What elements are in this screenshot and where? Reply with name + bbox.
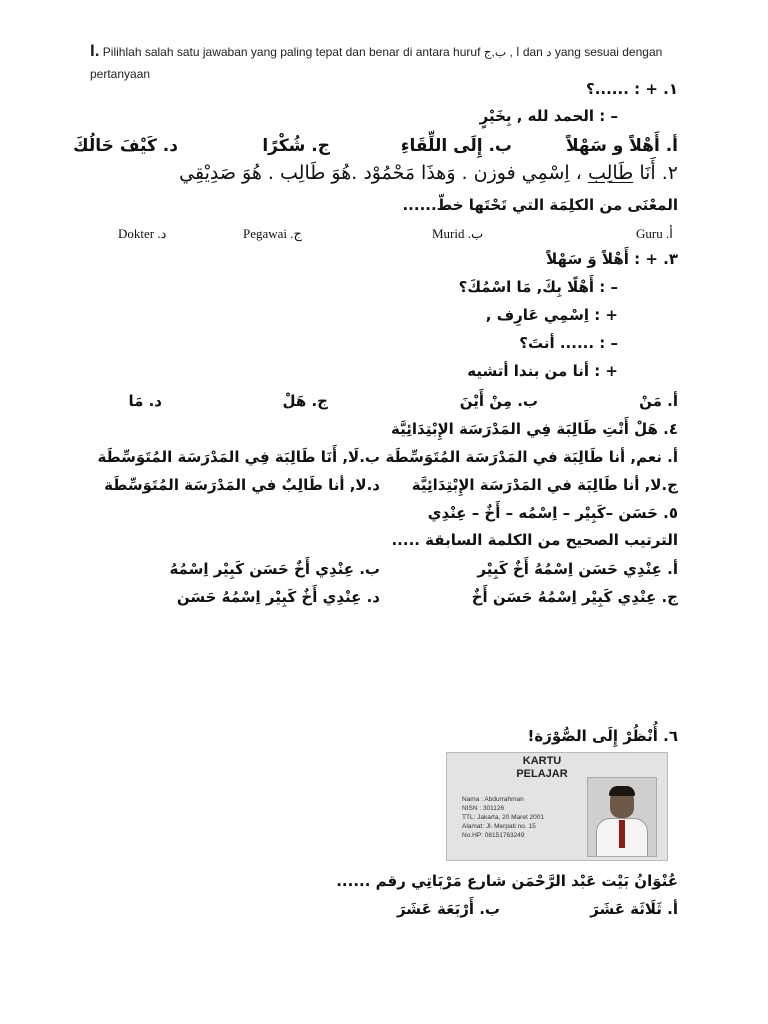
- q1-option-c: ج. شُكْرًا: [262, 136, 330, 156]
- q1-option-b: ب. إِلَى اللِّقَاءِ: [400, 136, 512, 156]
- card-alamat: Alamat: Jl. Merpati no. 15: [462, 823, 536, 830]
- q4-option-d: د.لا, أنا طَالِبٌ في المَدْرَسَة المُتَوَسِّطَة: [104, 476, 380, 494]
- q2-option-a: Guru .أ: [636, 226, 673, 241]
- q2-option-d: Dokter .د: [118, 226, 167, 241]
- instruction-letter-d: د: [546, 45, 552, 59]
- photo-tie: [619, 820, 625, 848]
- q4-option-b: ب.لَا, أَنَا طَالِبَة فِي المَدْرَسَة المُتَوَسِّطَة: [97, 448, 380, 466]
- student-card-image: [446, 752, 668, 861]
- q1-line2: – : الحمد لله , بِخَيْرٍ: [479, 107, 618, 125]
- q6-option-b: ب. أَرْبَعَة عَشَرَ: [396, 900, 500, 918]
- student-photo: [587, 777, 657, 857]
- q5-option-b: ب. عِنْدِي أَخٌ حَسَن كَبِيْر اِسْمُهُ: [169, 560, 380, 578]
- q2-option-b: Murid .ب: [432, 226, 484, 241]
- instruction-text: Pilihlah salah satu jawaban yang paling tepat dan benar di antara huruf: [102, 45, 481, 59]
- card-name: Nama : Abdurrahman: [462, 796, 524, 803]
- q5-option-a: أ. عِنْدِي حَسَن اِسْمُهُ أَخٌ كَبِيْر: [477, 560, 678, 578]
- q3-option-c: ج. هَلْ: [282, 392, 328, 410]
- q5-option-c: ج. عِنْدِي كَبِيْر اِسْمُهُ حَسَن أَخٌ: [471, 588, 678, 606]
- q3-option-b: ب. مِنْ أَيْنَ: [459, 392, 538, 410]
- q6-option-a: أ. ثَلَاثَة عَشَرَ: [590, 900, 678, 918]
- q3-option-d: د. مَا: [128, 392, 162, 410]
- q5-prompt: الترتيب الصحيح من الكلمة السابقة .....: [391, 531, 678, 549]
- q5-option-d: د. عِنْدِي أَخٌ كَبِيْر اِسْمُهُ حَسَن: [176, 588, 380, 606]
- q2-sentence: [179, 162, 678, 184]
- q3-line1: ٣. + : أَهْلاً وَ سَهْلاً: [546, 250, 678, 268]
- q2-underlined-word: طَالِب: [587, 162, 634, 184]
- q1-option-a: أ. أَهْلاً و سَهْلاً: [566, 136, 678, 156]
- instruction: [90, 40, 690, 85]
- q6-question: ٦. أُنْظُرْ إِلَى الصُّوْرَة!: [527, 727, 678, 745]
- q4-question: ٤. هَلْ أَنْتِ طَالِبَة فِي المَدْرَسَة الإِبْتِدَائِيَّة: [391, 420, 678, 438]
- q3-line2: – : أَهْلًا بِكَ, مَا اسْمُكَ؟: [458, 278, 618, 296]
- q1-option-d: د. كَيْفَ حَالُكَ: [73, 136, 178, 156]
- instruction-letters: ا , ب,ج: [483, 45, 520, 59]
- q4-option-a: أ. نعم, أنا طَالِبَة في المَدْرَسَة المُتَوَسِّطَة: [385, 448, 678, 466]
- card-ttl: TTL: Jakarta, 20 Maret 2001: [462, 814, 545, 821]
- q3-line3: + : اِسْمِي عَارِف ,: [485, 306, 618, 324]
- q4-option-c: ج.لا, أنا طَالِبَة في المَدْرَسَة الإِبْتِدَائِيَّة: [411, 476, 678, 494]
- q3-option-a: أ. مَنْ: [639, 392, 678, 410]
- instruction-number: I.: [90, 41, 100, 60]
- q2-question: المعْنَى من الكلِمَة التي تَحْتَها خطّ......: [402, 196, 678, 214]
- q2-sentence-rest: ، اِسْمِي فوزن . وَهذَا مَحْمُوْد .هُوَ طَالِب . هُوَ صَدِيْقِي: [179, 162, 582, 184]
- instruction-tail: yang sesuai dengan pertanyaan: [90, 45, 663, 81]
- card-nisn: NISN : 301126: [462, 805, 505, 812]
- instruction-and: dan: [522, 45, 543, 59]
- card-title: KARTU PELAJAR: [516, 755, 568, 780]
- q6-prompt: عُنْوَانُ بَيْت عَبْد الرَّحْمَن شارع مَرْبَاتِي رقم ......: [336, 872, 678, 890]
- card-hp: No.HP: 08151763249: [462, 832, 525, 839]
- q5-question: ٥. حَسَن –كَبِيْر – اِسْمُه – أَخٌ – عِنْدِي: [427, 504, 678, 522]
- q3-line4: – : ...... أنتَ؟: [519, 334, 618, 352]
- q2-option-c: Pegawai .ج: [243, 226, 302, 241]
- q3-line5: + : أنا من بندا أتشيه: [467, 362, 618, 380]
- card-fields: [462, 795, 544, 840]
- photo-hair: [609, 786, 635, 796]
- q2-sentence-start: ٢. أَنَا: [639, 162, 678, 184]
- q1-line1: ١. + : ......؟: [586, 80, 678, 98]
